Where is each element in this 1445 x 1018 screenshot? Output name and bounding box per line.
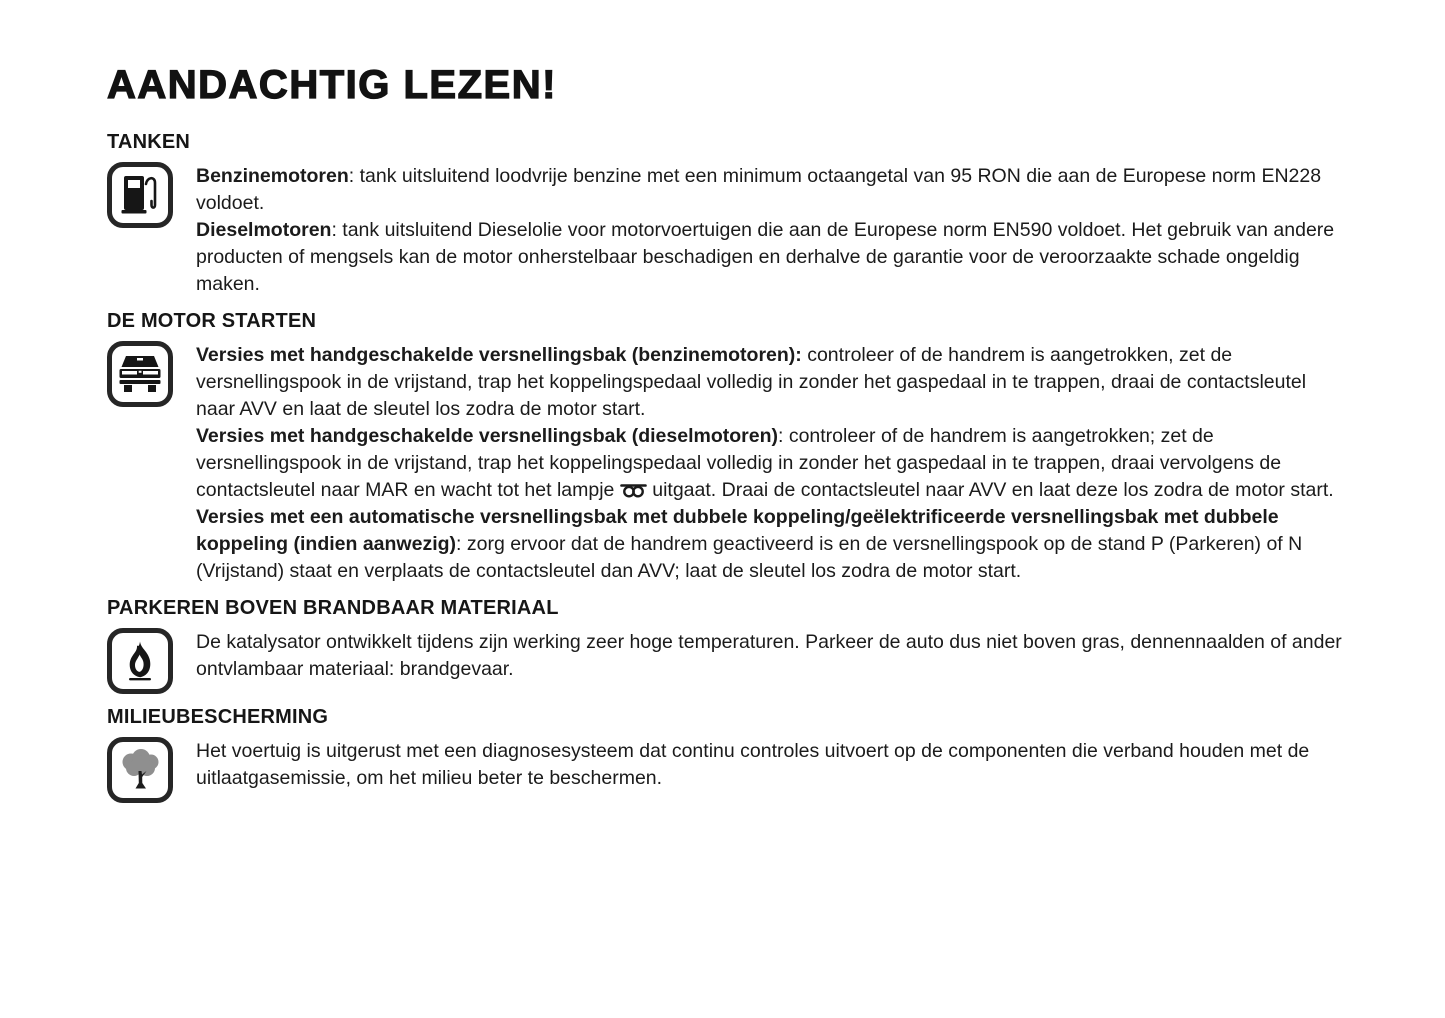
section-text — [196, 737, 1348, 792]
section-heading-parkeren: PARKEREN BOVEN BRANDBAAR MATERIAAL — [107, 597, 559, 619]
paragraph-katalysator — [196, 629, 1348, 683]
section-tanken — [107, 130, 1350, 298]
section-text — [196, 341, 1348, 585]
section-text — [196, 628, 1348, 683]
section-body — [107, 737, 1350, 803]
section-body — [107, 162, 1350, 298]
paragraph-body: Het voertuig is uitgerust met een diagnosesysteem dat continu controles uitvoert op de componenten die verband houden met de uitlaatgasemissie, om het milieu beter te beschermen. — [196, 740, 1310, 789]
glow-plug-indicator-icon — [620, 479, 647, 501]
paragraph-lead: Benzinemotoren — [196, 165, 349, 187]
paragraph-body: uitgaat. Draai de contactsleutel naar AVV en laat deze los zodra de motor start. — [646, 479, 1334, 501]
paragraph-benzinemotoren — [196, 163, 1348, 217]
section-heading-milieubescherming: MILIEUBESCHERMING — [107, 706, 329, 728]
paragraph-body: controleer of de handrem is aangetrokken, zet de versnellingspook in de vrijstand, trap het koppelingspedaal volledig in zonder het gaspedaal in te trappen, draai de contactsleutel naar AVV en laat de sleutel los zodra de motor start. — [196, 344, 1307, 420]
paragraph-body: : tank uitsluitend Dieselolie voor motorvoertuigen die aan de Europese norm EN590 voldoet. Het gebruik van andere producten of mengsels kan de motor onherstelbaar beschadigen en derhalve de garantie voor de veroorzaakte schade ongeldig maken. — [196, 219, 1335, 295]
paragraph-handgeschakeld-benzine — [196, 342, 1348, 423]
section-milieubescherming — [107, 705, 1350, 803]
section-heading-tanken: TANKEN — [107, 131, 191, 153]
section-body — [107, 628, 1350, 694]
section-parkeren-brandbaar-materiaal — [107, 596, 1350, 694]
paragraph-lead: Versies met een automatische versnellingsbak met dubbele koppeling/geëlektrificeerde versnellingsbak met dubbele koppeling (indien aanwezig) — [196, 506, 1279, 555]
paragraph-automatische-versnellingsbak — [196, 504, 1348, 585]
paragraph-lead: Versies met handgeschakelde versnellingsbak (benzinemotoren): — [196, 344, 802, 366]
paragraph-body: : tank uitsluitend loodvrije benzine met een minimum octaangetal van 95 RON die aan de Europese norm EN228 voldoet. — [196, 165, 1322, 214]
paragraph-lead: Dieselmotoren — [196, 219, 332, 241]
paragraph-dieselmotoren — [196, 217, 1348, 298]
section-body — [107, 341, 1350, 585]
paragraph-body: De katalysator ontwikkelt tijdens zijn werking zeer hoge temperaturen. Parkeer de auto dus niet boven gras, dennennaalden of ander ontvlambaar materiaal: brandgevaar. — [196, 631, 1342, 680]
tree-icon — [107, 737, 173, 803]
section-text — [196, 162, 1348, 298]
fuel-pump-icon — [107, 162, 173, 228]
section-heading-de-motor-starten: DE MOTOR STARTEN — [107, 310, 317, 332]
paragraph-handgeschakeld-diesel — [196, 423, 1348, 504]
paragraph-diagnosesysteem — [196, 738, 1348, 792]
paragraph-body: : zorg ervoor dat de handrem geactiveerd is en de versnellingspook op de stand P (Parkeren) of N (Vrijstand) staat en verplaats de contactsleutel dan AVV; laat de sleutel los zodra de motor start. — [196, 533, 1303, 582]
car-icon — [107, 341, 173, 407]
paragraph-lead: Versies met handgeschakelde versnellingsbak (dieselmotoren) — [196, 425, 778, 447]
flame-icon — [107, 628, 173, 694]
paragraph-body: : controleer of de handrem is aangetrokken; zet de versnellingspook in de vrijstand, trap het koppelingspedaal volledig in zonder het gaspedaal in te trappen, draai vervolgens de contactsleutel naar MAR en wacht tot het lampje — [196, 425, 1282, 501]
section-de-motor-starten — [107, 309, 1350, 585]
page-title: AANDACHTIG LEZEN! — [107, 63, 557, 107]
